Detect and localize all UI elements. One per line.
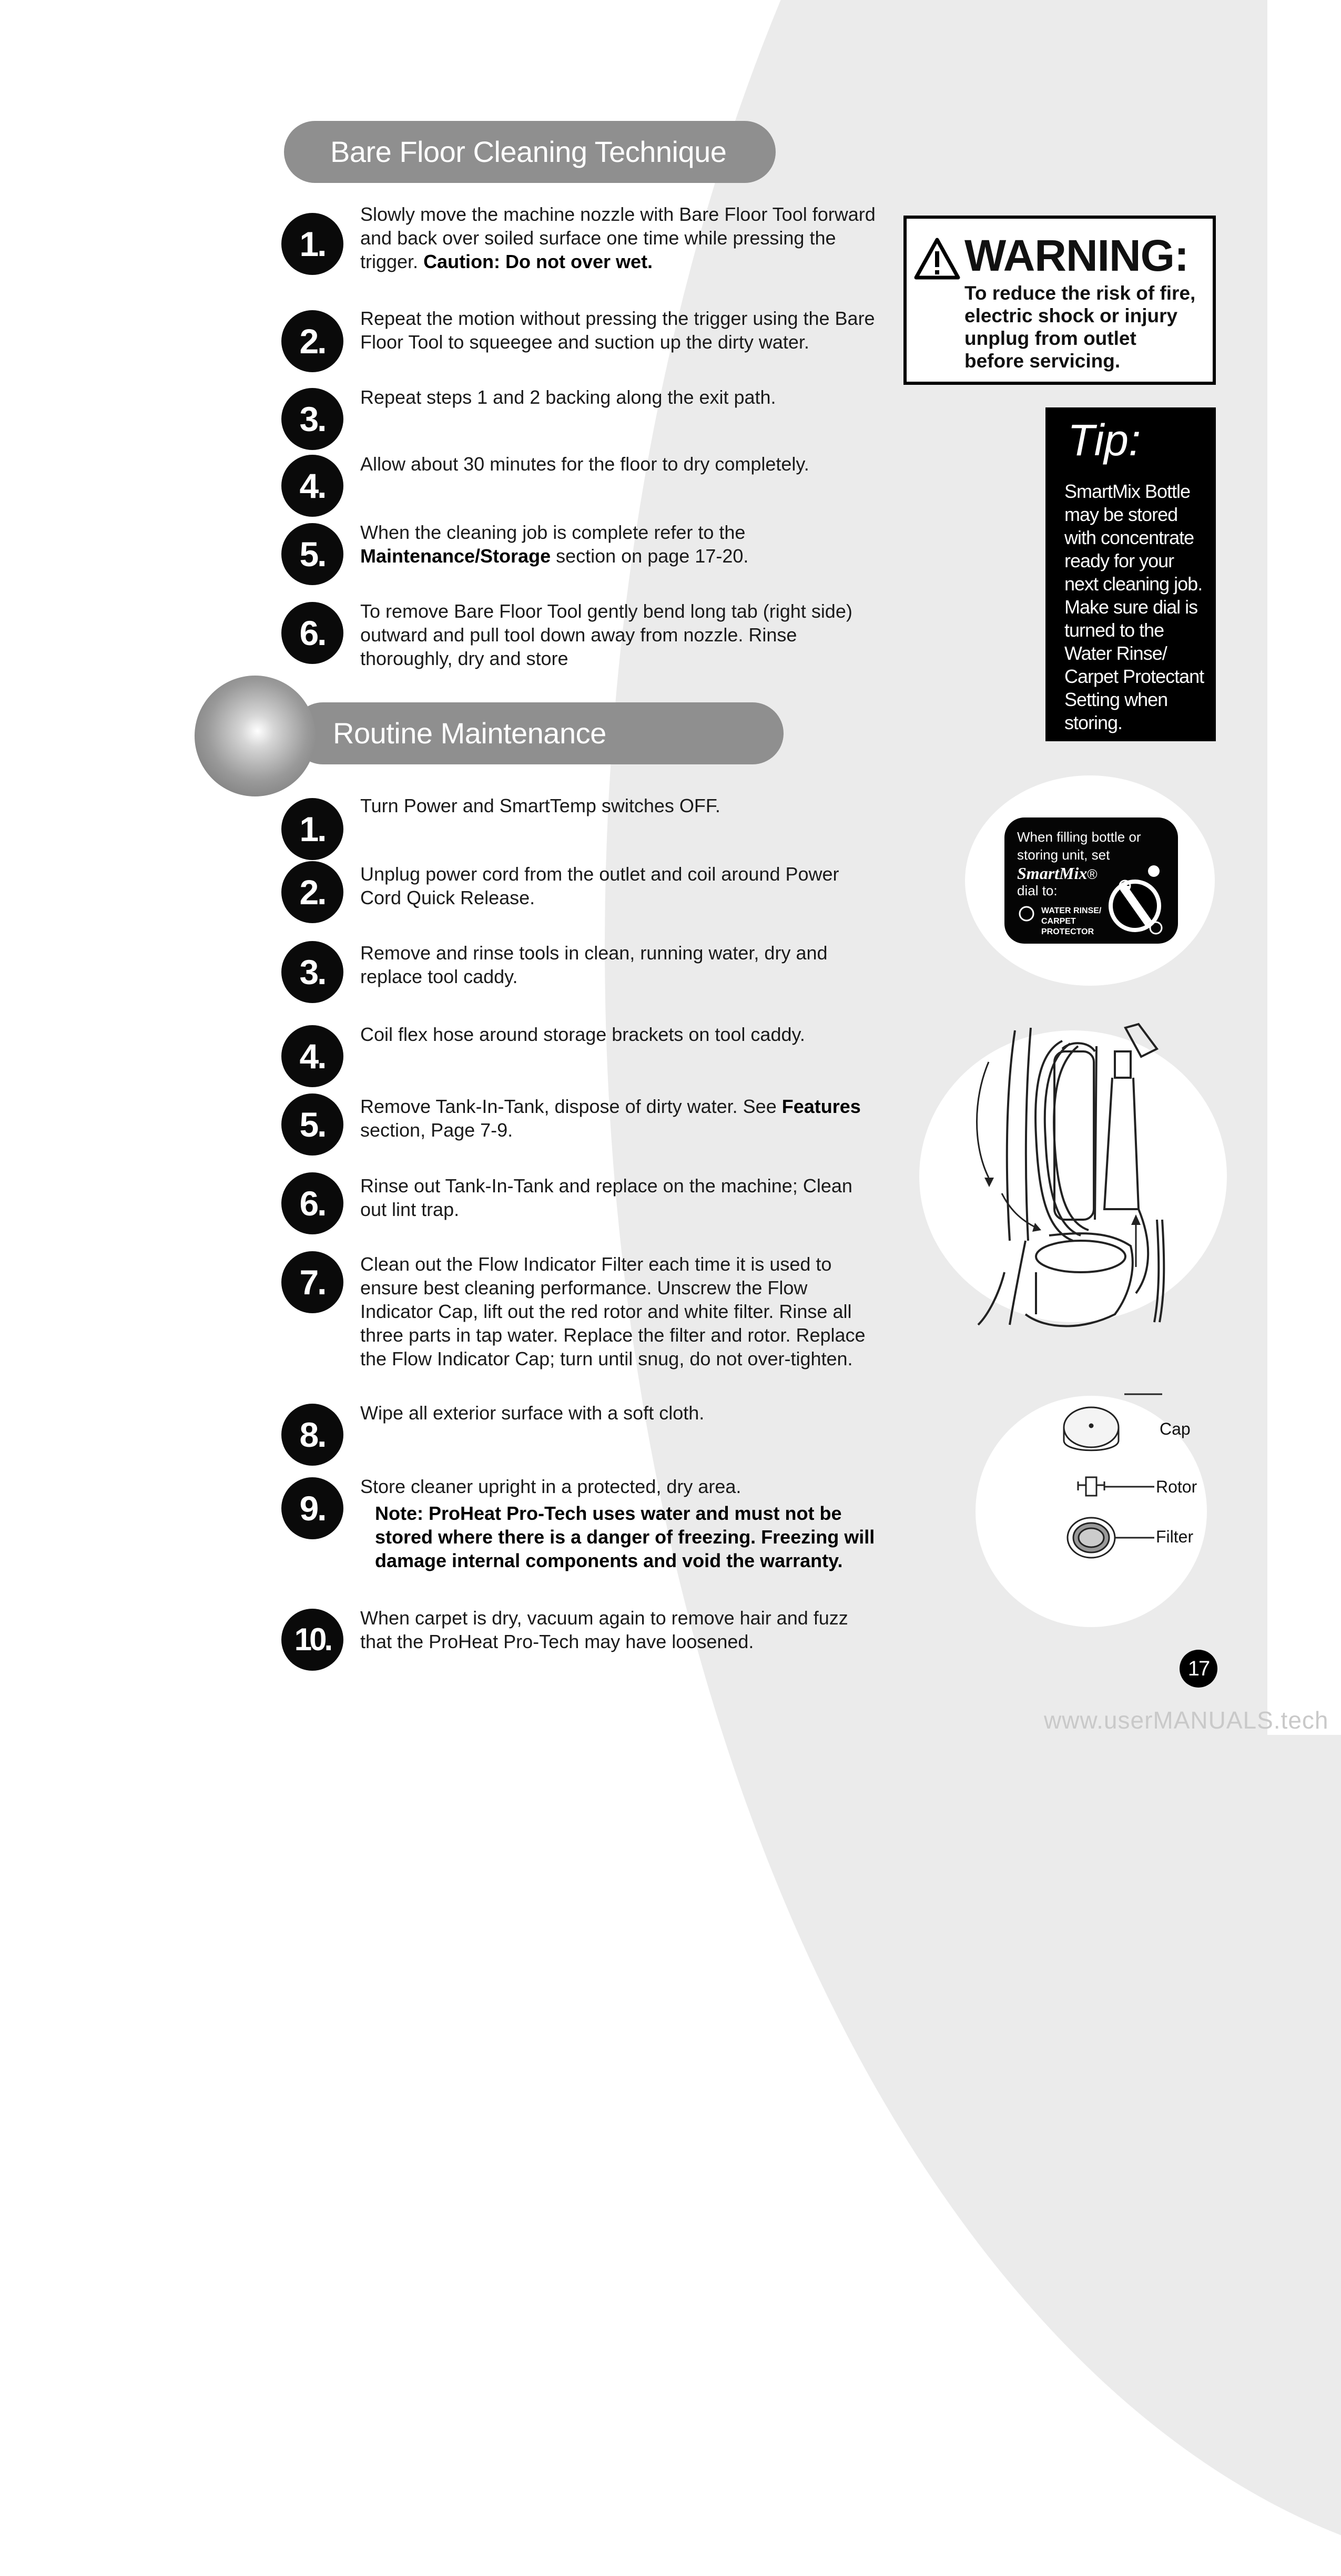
- routine-step-text: Remove and rinse tools in clean, running water, dry and replace tool caddy.: [360, 942, 828, 987]
- tip-title: Tip:: [1068, 415, 1141, 465]
- routine-step-text: When carpet is dry, vacuum again to remove hair and fuzz that the ProHeat Pro-Tech may have loosened.: [360, 1607, 848, 1652]
- warning-triangle-icon: [914, 238, 960, 280]
- bare-floor-step-text: Repeat steps 1 and 2 backing along the exit path.: [360, 386, 776, 408]
- part-label-filter: Filter: [1156, 1527, 1194, 1546]
- routine-step-number: 6.: [281, 1172, 343, 1234]
- page-number: 17: [1180, 1650, 1217, 1688]
- bare-floor-step-text: When the cleaning job is complete refer to the Maintenance/Storage section on page 17-20.: [360, 522, 749, 567]
- bare-floor-step-number: 1.: [281, 213, 343, 275]
- routine-step-number: 2.: [281, 861, 343, 923]
- page-margin: [1267, 0, 1341, 1735]
- tip-box: [1045, 407, 1216, 741]
- bare-floor-step-text: Allow about 30 minutes for the floor to dry completely.: [360, 453, 809, 475]
- bare-floor-step-text: Slowly move the machine nozzle with Bare Floor Tool forward and back over soiled surface one time while pressing the trigger. Caution: Do not over wet.: [360, 203, 876, 272]
- routine-step-number: 4.: [281, 1025, 343, 1087]
- warning-box: [903, 216, 1216, 385]
- routine-step-number: 9.: [281, 1477, 343, 1539]
- bare-floor-step-number: 6.: [281, 602, 343, 664]
- sphere-icon: [195, 676, 316, 796]
- smartmix-dial-label: When filling bottle or storing unit, set SmartMix® dial to: WATER RINSE/ CARPET PROTECTOR: [1004, 817, 1178, 944]
- routine-step-text: Wipe all exterior surface with a soft cloth.: [360, 1402, 705, 1424]
- routine-step-number: 8.: [281, 1404, 343, 1466]
- part-label-cap: Cap: [1160, 1419, 1191, 1438]
- bare-floor-step-number: 2.: [281, 310, 343, 372]
- warning-title: WARNING:: [964, 231, 1188, 280]
- bare-floor-step-text: To remove Bare Floor Tool gently bend long tab (right side) outward and pull tool down away from nozzle. Rinse thoroughly, dry and store: [360, 600, 852, 669]
- routine-step-number: 10.: [281, 1609, 343, 1671]
- machine-hose-storage-illustration: [957, 1020, 1194, 1330]
- smartmix-dial-icon: [1004, 817, 1178, 944]
- routine-step-text: Clean out the Flow Indicator Filter each time it is used to ensure best cleaning performance. Unscrew the Flow Indicator Cap, lift out the red rotor and white filter. Rinse all three parts in tap water. Replace the filter and rotor. Replace the Flow Indicator Cap; turn until snug, do not over-tighten.: [360, 1253, 866, 1369]
- tip-text: SmartMix Bottle may be stored with concentrate ready for your next cleaning job. Make sure dial is turned to the Water Rinse/ Carpet Protectant Setting when storing.: [1064, 481, 1204, 733]
- bare-floor-step-number: 3.: [281, 388, 343, 450]
- warning-text: To reduce the risk of fire, electric shock or injury unplug from outlet before servicing.: [964, 282, 1196, 372]
- routine-step-text: Coil flex hose around storage brackets on tool caddy.: [360, 1024, 805, 1045]
- watermark: www.userMANUALS.tech: [1044, 1706, 1329, 1734]
- routine-step-number: 3.: [281, 941, 343, 1003]
- routine-step-number: 7.: [281, 1251, 343, 1313]
- section-header-routine-maintenance: Routine Maintenance: [292, 702, 784, 764]
- bare-floor-step-number: 4.: [281, 455, 343, 517]
- flow-indicator-parts-illustration: [1057, 1388, 1173, 1577]
- bare-floor-step-text: Repeat the motion without pressing the trigger using the Bare Floor Tool to squeegee and suction up the dirty water.: [360, 308, 875, 353]
- routine-step-text: Rinse out Tank-In-Tank and replace on the machine; Clean out lint trap.: [360, 1175, 852, 1220]
- part-label-rotor: Rotor: [1156, 1477, 1197, 1496]
- routine-step-text: Unplug power cord from the outlet and coil around Power Cord Quick Release.: [360, 863, 839, 908]
- routine-step-text: Turn Power and SmartTemp switches OFF.: [360, 795, 720, 816]
- routine-step-number: 1.: [281, 798, 343, 860]
- routine-step-text: Store cleaner upright in a protected, dry area. Note: ProHeat Pro-Tech uses water and must not be stored where there is a danger of freezing. Freezing will damage internal components and void the warranty.: [360, 1476, 875, 1571]
- routine-step-number: 5.: [281, 1093, 343, 1156]
- section-header-bare-floor: Bare Floor Cleaning Technique: [284, 121, 776, 183]
- routine-step-text: Remove Tank-In-Tank, dispose of dirty water. See Features section, Page 7-9.: [360, 1096, 861, 1141]
- bare-floor-step-number: 5.: [281, 523, 343, 585]
